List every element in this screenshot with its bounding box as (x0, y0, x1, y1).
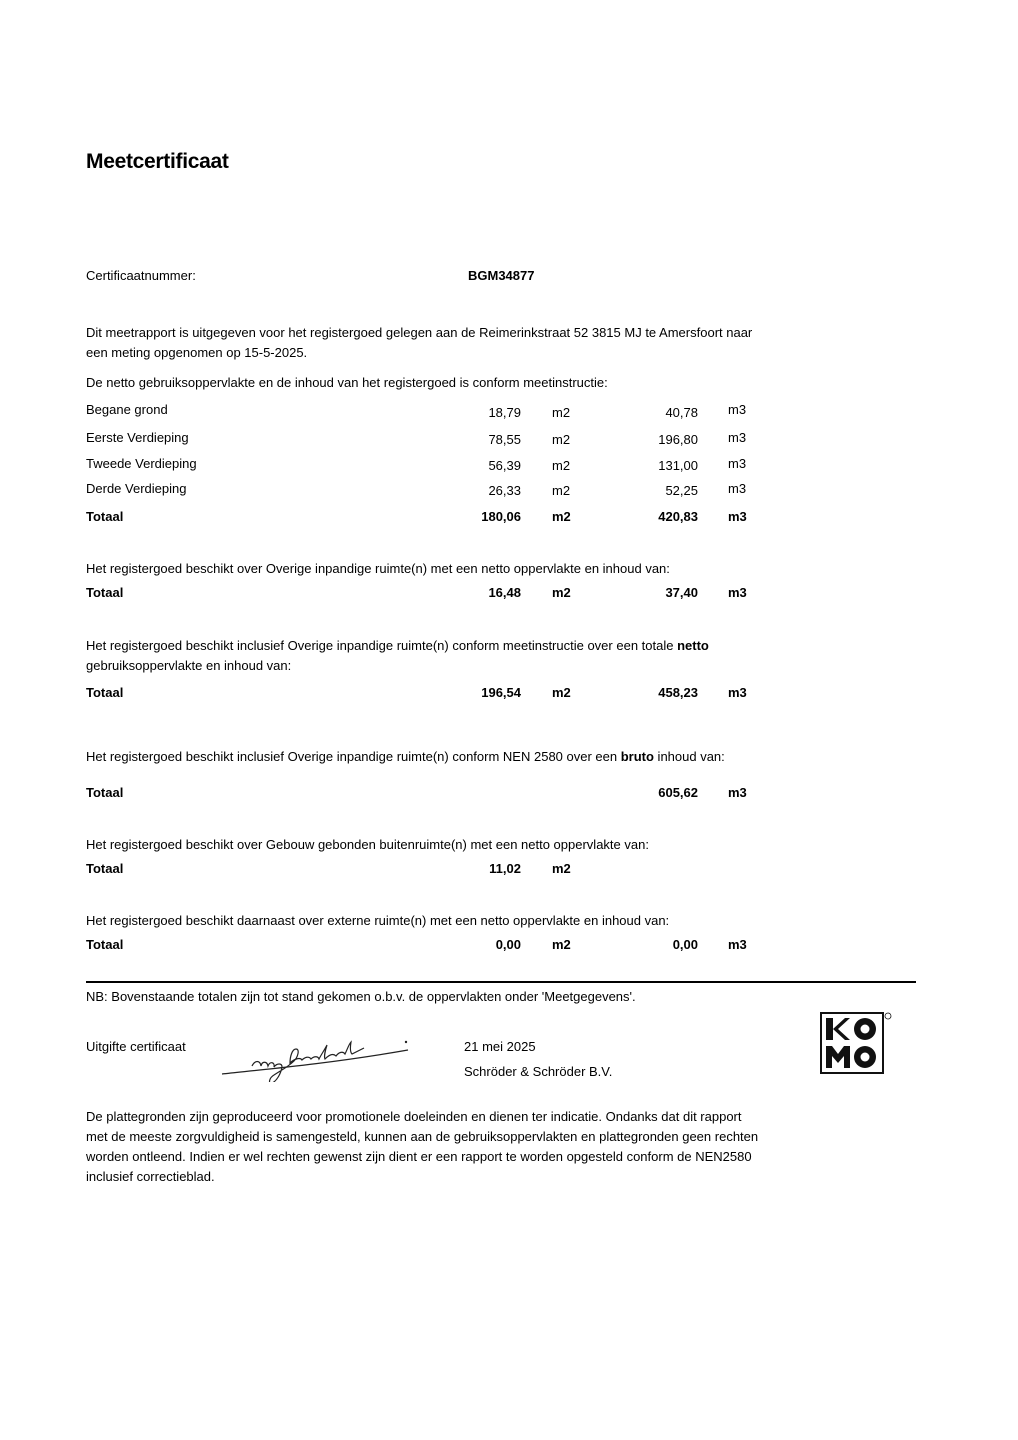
floor-name: Eerste Verdieping (86, 430, 189, 445)
floor-row (0, 430, 1018, 450)
floor-name: Derde Verdieping (86, 481, 187, 496)
total-row (0, 585, 1018, 605)
floor-volume: 52,25 (665, 483, 698, 498)
intro-paragraph (86, 323, 846, 363)
section-text-buitenruimte: Het registergoed beschikt over Gebouw gebonden buitenruimte(n) met een netto oppervlakte van: (86, 837, 649, 852)
floor-volume-unit: m3 (728, 402, 747, 417)
total-volume-unit: m3 (728, 685, 747, 700)
total-row (0, 785, 1018, 805)
issue-label: Uitgifte certificaat (86, 1039, 186, 1054)
section-text-externe: Het registergoed beschikt daarnaast over externe ruimte(n) met een netto oppervlakte en inhoud van: (86, 913, 670, 928)
floor-area-unit: m2 (552, 458, 571, 473)
total-volume: 458,23 (658, 685, 698, 700)
total-area-unit: m2 (552, 685, 571, 700)
floor-row (0, 456, 1018, 476)
total-row (0, 685, 1018, 705)
disclaimer-line: De plattegronden zijn geproduceerd voor promotionele doeleinden en dienen ter indicatie. Ondanks dat dit rapport (86, 1109, 742, 1124)
intro-line-1: Dit meetrapport is uitgegeven voor het registergoed gelegen aan de Reimerinkstraat 52 3815 MJ te Amersfoort naar (86, 325, 753, 340)
total-volume-unit: m3 (728, 785, 747, 800)
total-volume-unit: m3 (728, 585, 747, 600)
floor-row (0, 402, 1018, 422)
floor-volume-unit: m3 (728, 456, 747, 471)
section-text-emphasis: netto (677, 638, 709, 653)
total-area: 196,54 (481, 685, 521, 700)
komo-logo-icon (820, 1012, 892, 1074)
section-text-bruto (86, 747, 846, 767)
divider (86, 981, 916, 983)
total-area: 0,00 (495, 937, 521, 952)
total-volume: 605,62 (658, 785, 698, 800)
total-row (0, 937, 1018, 957)
intro-line-2: een meting opgenomen op 15-5-2025. (86, 345, 308, 360)
total-volume-unit: m3 (728, 509, 747, 524)
total-area-unit: m2 (552, 585, 571, 600)
floor-row (0, 481, 1018, 501)
total-area-unit: m2 (552, 861, 571, 876)
floor-area: 26,33 (488, 483, 521, 498)
total-area: 16,48 (488, 585, 521, 600)
total-volume: 37,40 (665, 585, 698, 600)
total-row (0, 861, 1018, 881)
total-label: Totaal (86, 585, 124, 600)
total-volume-unit: m3 (728, 937, 747, 952)
total-label: Totaal (86, 861, 124, 876)
total-label: Totaal (86, 937, 124, 952)
floor-name: Tweede Verdieping (86, 456, 197, 471)
total-area: 11,02 (489, 861, 521, 876)
issue-date: 21 mei 2025 (464, 1039, 536, 1054)
disclaimer-line: worden ontleend. Indien er wel rechten gewenst zijn dient er een rapport te worden opgesteld conform de NEN2580 (86, 1149, 752, 1164)
floor-area: 18,79 (488, 405, 521, 420)
section-text-overige: Het registergoed beschikt over Overige inpandige ruimte(n) met een netto oppervlakte en inhoud van: (86, 561, 670, 576)
total-area: 180,06 (481, 509, 521, 524)
total-volume: 420,83 (658, 509, 698, 524)
signature-image (218, 1030, 418, 1082)
issue-company: Schröder & Schröder B.V. (464, 1064, 613, 1079)
section-text-emphasis: bruto (620, 749, 654, 764)
disclaimer-line: inclusief correctieblad. (86, 1169, 215, 1184)
total-area-unit: m2 (552, 509, 571, 524)
section-text-part: gebruiksoppervlakte en inhoud van: (86, 658, 292, 673)
total-label: Totaal (86, 509, 124, 524)
disclaimer-paragraph (86, 1107, 886, 1187)
note-text: NB: Bovenstaande totalen zijn tot stand gekomen o.b.v. de oppervlakten onder 'Meetgegevens'. (86, 989, 636, 1004)
page-title: Meetcertificaat (86, 150, 229, 173)
disclaimer-line: met de meeste zorgvuldigheid is samengesteld, kunnen aan de gebruiksoppervlakten en plattegronden geen rechten (86, 1129, 759, 1144)
floor-volume: 40,78 (665, 405, 698, 420)
floor-area-unit: m2 (552, 483, 571, 498)
section-text-inclusief-netto (86, 636, 846, 676)
total-label: Totaal (86, 685, 124, 700)
floor-name: Begane grond (86, 402, 168, 417)
floor-volume-unit: m3 (728, 430, 747, 445)
total-row (0, 509, 1018, 529)
total-area-unit: m2 (552, 937, 571, 952)
conform-text: De netto gebruiksoppervlakte en de inhoud van het registergoed is conform meetinstructie: (86, 375, 608, 390)
floor-area-unit: m2 (552, 432, 571, 447)
section-text-part: Het registergoed beschikt inclusief Overige inpandige ruimte(n) conform meetinstructie over een totale (86, 638, 678, 653)
certificate-label: Certificaatnummer: (86, 268, 196, 283)
section-text-part: Het registergoed beschikt inclusief Overige inpandige ruimte(n) conform NEN 2580 over een (86, 749, 621, 764)
section-text-part: inhoud van: (653, 749, 725, 764)
certificate-row (0, 268, 1018, 288)
floor-volume-unit: m3 (728, 481, 747, 496)
total-label: Totaal (86, 785, 124, 800)
floor-volume: 196,80 (658, 432, 698, 447)
floor-volume: 131,00 (658, 458, 698, 473)
certificate-number: BGM34877 (468, 268, 535, 283)
floor-area: 78,55 (488, 432, 521, 447)
total-volume: 0,00 (672, 937, 698, 952)
floor-area: 56,39 (488, 458, 521, 473)
floor-area-unit: m2 (552, 405, 571, 420)
